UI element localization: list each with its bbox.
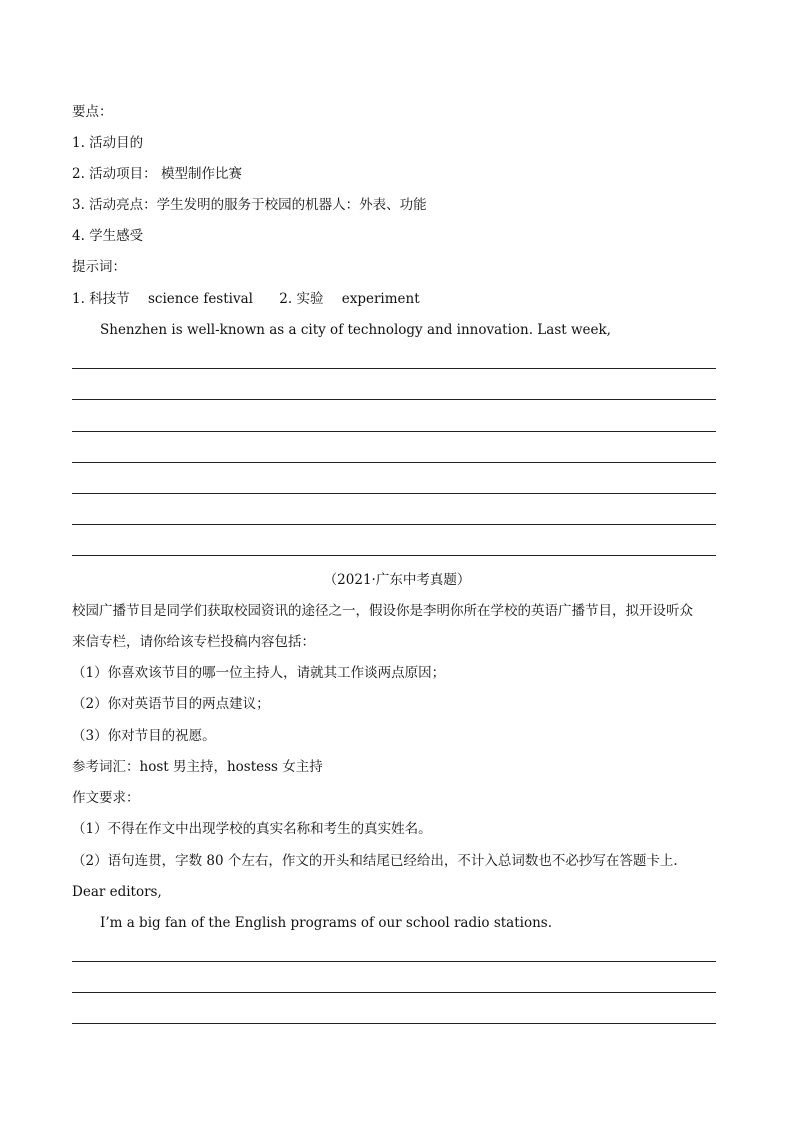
question-source: （2021·广东中考真题） (323, 572, 471, 588)
writing-line (72, 524, 716, 525)
content-item-2: （2）你对英语节目的两点建议； (72, 696, 270, 712)
prompt-line-2: 来信专栏，请你给该专栏投稿内容包括： (72, 634, 315, 650)
writing-line (72, 1023, 716, 1024)
content-item-3: （3）你对节目的祝愿。 (72, 728, 216, 744)
points-heading: 要点： (72, 104, 113, 120)
hint-1-english: science festival (147, 291, 253, 307)
writing-line (72, 555, 716, 556)
hint-2-chinese: 实验 (296, 291, 324, 307)
hint-2-english: experiment (341, 291, 420, 307)
point-item-3: 3. 活动亮点：学生发明的服务于校园的机器人：外表、功能 (72, 197, 427, 213)
hints-line (72, 290, 420, 308)
reference-vocabulary: 参考词汇：host 男主持，hostess 女主持 (72, 759, 323, 775)
point-item-1: 1. 活动目的 (72, 135, 144, 151)
requirements-heading: 作文要求： (72, 790, 140, 806)
writing-line (72, 368, 716, 369)
content-item-1: （1）你喜欢该节目的哪一位主持人，请就其工作谈两点原因； (72, 665, 446, 681)
hint-1-number: 1. (72, 291, 85, 307)
point-item-2: 2. 活动项目： 模型制作比赛 (72, 166, 242, 182)
point-item-4: 4. 学生感受 (72, 228, 144, 244)
writing-line (72, 493, 716, 494)
hints-heading: 提示词： (72, 259, 126, 275)
requirement-item-2: （2）语句连贯，字数 80 个左右，作文的开头和结尾已经给出，不计入总词数也不必抄写在答题卡上. (72, 853, 678, 869)
writing-line (72, 992, 716, 993)
writing-line (72, 462, 716, 463)
hint-1-chinese: 科技节 (89, 291, 130, 307)
requirement-item-1: （1）不得在作文中出现学校的真实名称和考生的真实姓名。 (72, 821, 432, 837)
writing-line (72, 431, 716, 432)
essay-2-opening: I’m a big fan of the English programs of our school radio stations. (100, 915, 553, 931)
writing-line (72, 961, 716, 962)
essay-1-opening: Shenzhen is well-known as a city of technology and innovation. Last week, (100, 322, 611, 338)
writing-line (72, 399, 716, 400)
letter-greeting: Dear editors, (72, 884, 162, 900)
hint-2-number: 2. (279, 291, 293, 307)
prompt-line-1: 校园广播节目是同学们获取校园资讯的途径之一，假设你是李明你所在学校的英语广播节目，拟开设听众 (72, 603, 693, 619)
